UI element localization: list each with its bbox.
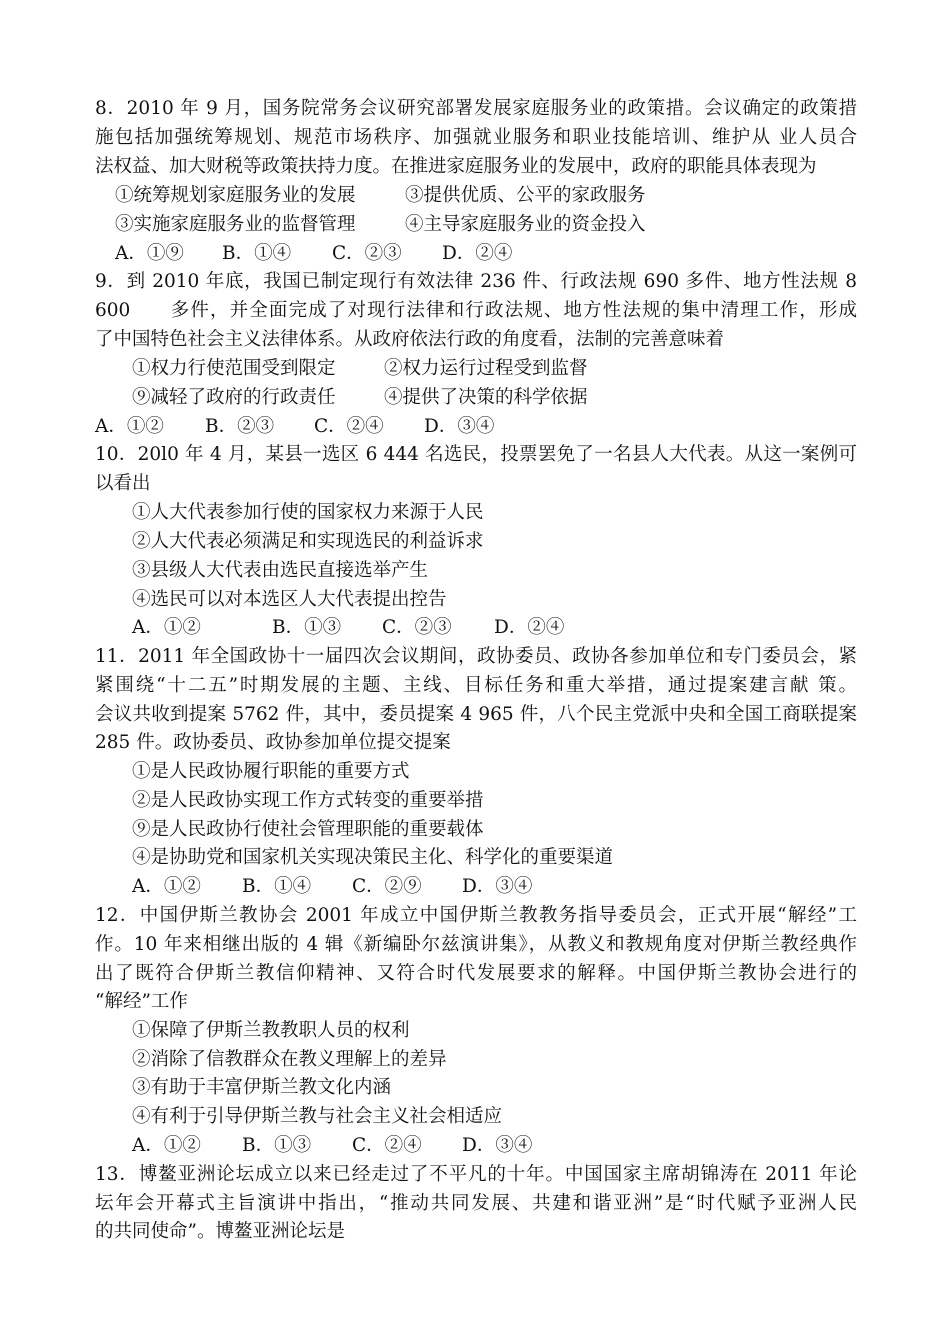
q8-option-4: ④主导家庭服务业的资金投入: [405, 214, 646, 235]
q10-option-4: ④选民可以对本选区人大代表提出控告: [132, 589, 447, 610]
q9-stem-line-2: 600 多件，并全面完成了对现行法律和行政法规、地方性法规的集中清理工作，形成: [95, 300, 857, 321]
q11-stem-line-2: 紧围绕“十二五”时期发展的主题、主线、目标任务和重大举措，通过提案建言献 策。: [95, 675, 857, 696]
q10-option-1: ①人大代表参加行使的国家权力来源于人民: [132, 502, 484, 523]
q12-stem-line-1: 12．中国伊斯兰教协会 2001 年成立中国伊斯兰教教务指导委员会，正式开展“解经”工: [95, 905, 857, 926]
q9-option-1: ①权力行使范围受到限定: [132, 358, 336, 379]
q9-answer-a: A．①②: [95, 416, 164, 437]
q12-option-3: ③有助于丰富伊斯兰教文化内涵: [132, 1077, 392, 1098]
q12-answer-d: D．③④: [462, 1135, 533, 1156]
q12-stem-line-4: “解经”工作: [95, 991, 188, 1012]
q10-answer-d: D．②④: [494, 617, 565, 638]
q12-option-4: ④有利于引导伊斯兰教与社会主义社会相适应: [132, 1106, 503, 1127]
q9-answer-b: B．②③: [205, 416, 275, 437]
q12-stem-line-3: 出了既符合伊斯兰教信仰精神、又符合时代发展要求的解释。中国伊斯兰教协会进行的: [95, 963, 857, 984]
q9-stem-line-3: 了中国特色社会主义法律体系。从政府依法行政的角度看，法制的完善意味着: [95, 329, 725, 350]
q8-answer-d: D．②④: [442, 243, 513, 264]
q11-answer-d: D．③④: [462, 876, 533, 897]
q8-answer-b: B．①④: [222, 243, 292, 264]
q10-answer-a: A．①②: [132, 617, 201, 638]
q8-stem-line-1: 8．2010 年 9 月，国务院常务会议研究部署发展家庭服务业的政策措。会议确定的政策措: [95, 98, 857, 119]
q9-stem-line-1: 9．到 2010 年底，我国已制定现行有效法律 236 件、行政法规 690 多件、地方性法规 8: [95, 271, 857, 292]
q11-answer-c: C．②⑨: [352, 876, 422, 897]
q11-answer-a: A．①②: [132, 876, 201, 897]
q11-stem-line-4: 285 件。政协委员、政协参加单位提交提案: [95, 732, 451, 753]
q10-stem-line-1: 10．20l0 年 4 月，某县一选区 6 444 名选民，投票罢免了一名县人大代表。从这一案例可: [95, 444, 857, 465]
q13-stem-line-3: 的共同使命”。博鳌亚洲论坛是: [95, 1221, 345, 1242]
q11-stem-line-1: 11．2011 年全国政协十一届四次会议期间，政协委员、政协各参加单位和专门委员会，紧: [95, 646, 857, 667]
q11-option-1: ①是人民政协履行职能的重要方式: [132, 761, 410, 782]
q9-option-4: ④提供了决策的科学依据: [384, 387, 588, 408]
q9-option-3: ⑨减轻了政府的行政责任: [132, 387, 336, 408]
q8-option-2: ③提供优质、公平的家政服务: [405, 185, 646, 206]
q8-option-3: ③实施家庭服务业的监督管理: [115, 214, 356, 235]
q10-option-2: ②人大代表必须满足和实现选民的利益诉求: [132, 531, 484, 552]
q9-answer-d: D．③④: [424, 416, 495, 437]
q13-stem-line-2: 坛年会开幕式主旨演讲中指出，“推动共同发展、共建和谐亚洲”是“时代赋予亚洲人民: [95, 1193, 857, 1214]
q11-option-4: ④是协助党和国家机关实现决策民主化、科学化的重要渠道: [132, 847, 614, 868]
q11-answer-b: B．①④: [242, 876, 312, 897]
q10-option-3: ③县级人大代表由选民直接选举产生: [132, 560, 429, 581]
q8-answer-c: C．②③: [332, 243, 402, 264]
q10-answer-b: B．①③: [272, 617, 342, 638]
q13-stem-line-1: 13．博鳌亚洲论坛成立以来已经走过了不平凡的十年。中国国家主席胡锦涛在 2011 年论: [95, 1164, 857, 1185]
q8-stem-line-2: 施包括加强统筹规划、规范市场秩序、加强就业服务和职业技能培训、维护从 业人员合: [95, 127, 857, 148]
q11-option-3: ⑨是人民政协行使社会管理职能的重要载体: [132, 819, 484, 840]
q10-answer-c: C．②③: [382, 617, 452, 638]
q12-answer-c: C．②④: [352, 1135, 422, 1156]
q12-option-1: ①保障了伊斯兰教教职人员的权利: [132, 1020, 410, 1041]
q11-option-2: ②是人民政协实现工作方式转变的重要举措: [132, 790, 484, 811]
q8-answer-a: A．①⑨: [115, 243, 184, 264]
q12-answer-a: A．①②: [132, 1135, 201, 1156]
q11-stem-line-3: 会议共收到提案 5762 件，其中，委员提案 4 965 件，八个民主党派中央和全国工商联提案: [95, 704, 857, 725]
q9-option-2: ②权力运行过程受到监督: [384, 358, 588, 379]
q8-stem-line-3: 法权益、加大财税等政策扶持力度。在推进家庭服务业的发展中，政府的职能具体表现为: [95, 156, 817, 177]
q12-answer-b: B．①③: [242, 1135, 312, 1156]
q12-option-2: ②消除了信教群众在教义理解上的差异: [132, 1049, 447, 1070]
q10-stem-line-2: 以看出: [95, 473, 151, 494]
q8-option-1: ①统筹规划家庭服务业的发展: [115, 185, 356, 206]
q9-answer-c: C．②④: [314, 416, 384, 437]
q12-stem-line-2: 作。10 年来相继出版的 4 辑《新编卧尔兹演讲集》，从教义和教规角度对伊斯兰教经典作: [95, 934, 857, 955]
